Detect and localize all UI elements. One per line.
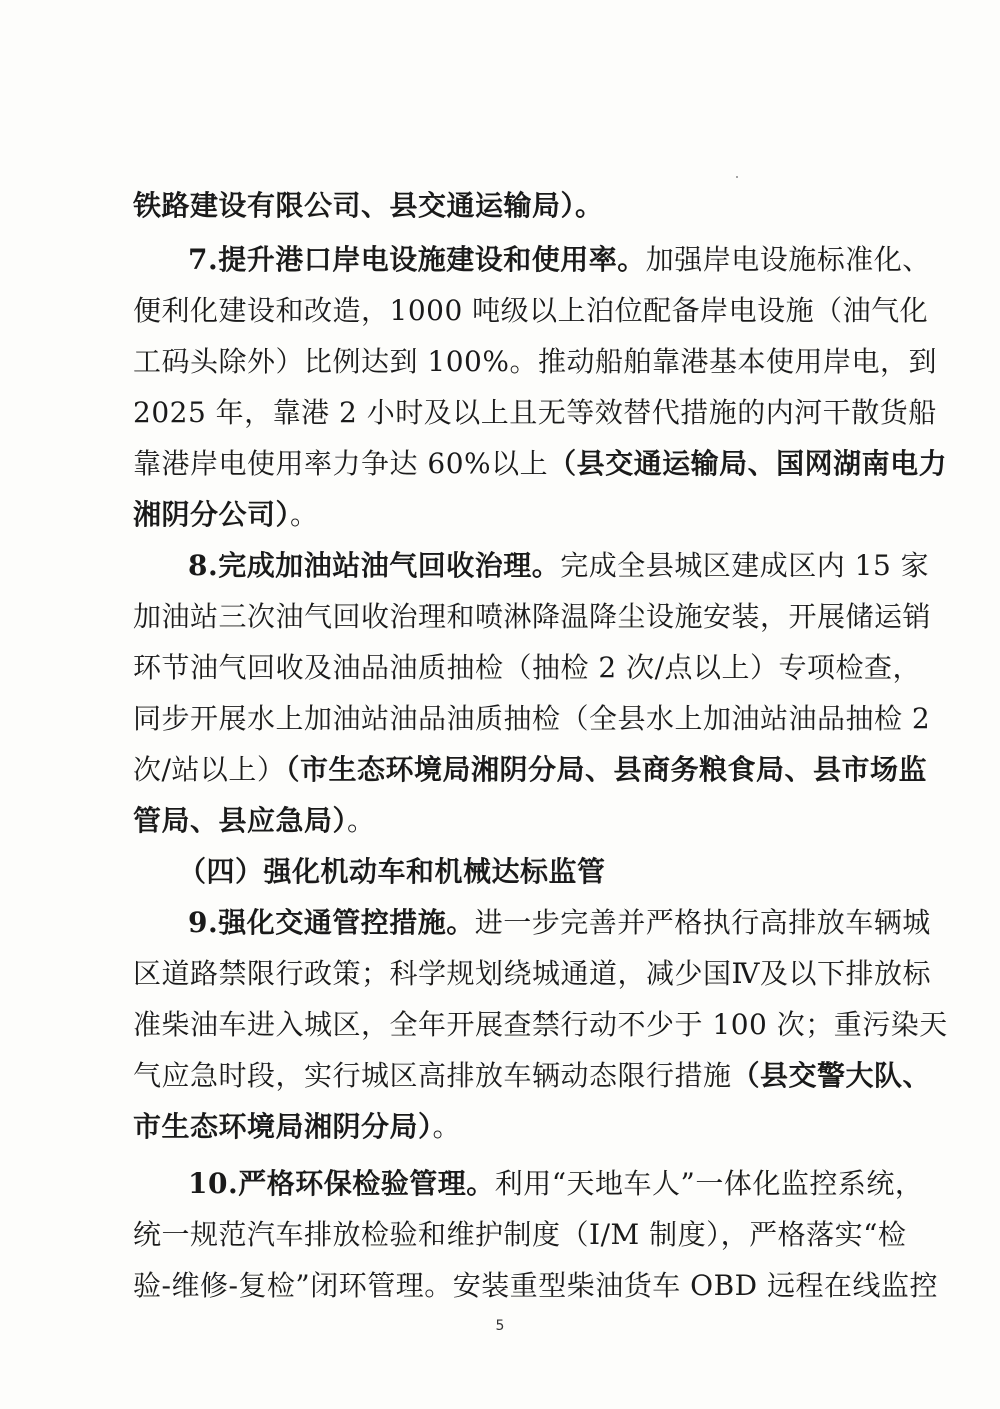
- line-10-part-1: 环节油气回收及油品油质抽检（抽检 2 次/点以上）专项检查，: [133, 651, 922, 684]
- text-line-9: [133, 597, 932, 637]
- item-10-heading: 10.严格环保检验管理。: [188, 1167, 495, 1200]
- line-6-part-2: （县交通运输局、国网湖南电力: [548, 447, 948, 480]
- line-8-part-2: 完成全县城区建成区内 15 家: [560, 549, 930, 582]
- line-13-part-1: 管局、县应急局）: [133, 804, 348, 837]
- text-line-13: [133, 801, 873, 841]
- scan-speck: [736, 176, 738, 178]
- line-22-part-1: 验-维修-复检”闭环管理。安装重型柴油货车 OBD 远程在线监控: [133, 1269, 939, 1302]
- line-4-part-1: 工码头除外）比例达到 100%。推动船舶靠港基本使用岸电，到: [133, 345, 937, 378]
- line-17-part-1: 准柴油车进入城区，全年开展查禁行动不少于 100 次；重污染天: [133, 1008, 948, 1041]
- line-19-part-1: 市生态环境局湘阴分局）: [133, 1110, 433, 1143]
- text-line-18: [133, 1056, 932, 1096]
- text-line-16: [133, 954, 931, 994]
- section-heading-text: （四）强化机动车和机械达标监管: [178, 855, 606, 888]
- line-19-part-2: 。: [432, 1110, 462, 1143]
- text-line-1: [133, 186, 873, 226]
- line-3-part-1: 便利化建设和改造，1000 吨级以上泊位配备岸电设施（油气化: [133, 294, 929, 327]
- line-12-part-2: （市生态环境局湘阴分局、县商务粮食局、县市场监: [285, 753, 927, 786]
- text-line-15: [188, 903, 931, 943]
- text-line-19: [133, 1107, 873, 1147]
- line-6-part-1: 靠港岸电使用率力争达 60%以上: [133, 447, 549, 480]
- text-line-21: [133, 1215, 907, 1255]
- text-line-6: [133, 444, 948, 484]
- line-18-part-2: （县交警大队、: [731, 1059, 932, 1092]
- line-16-part-1: 区道路禁限行政策；科学规划绕城通道，减少国Ⅳ及以下排放标: [133, 957, 931, 990]
- page-number: 5: [495, 1318, 505, 1334]
- line-7-part-1: 湘阴分公司）: [133, 498, 291, 531]
- text-line-4: [133, 342, 937, 382]
- line-15-part-2: 进一步完善并严格执行高排放车辆城: [474, 906, 931, 939]
- text-line-3: [133, 291, 929, 331]
- text-line-17: [133, 1005, 948, 1045]
- text-line-12: [133, 750, 927, 790]
- item-7-heading: 7.提升港口岸电设施建设和使用率。: [188, 243, 646, 276]
- line-7-part-2: 。: [290, 498, 319, 531]
- line-12-part-1: 次/站以上）: [133, 753, 286, 786]
- item-8-heading: 8.完成加油站油气回收治理。: [188, 549, 561, 582]
- text-line-2: [188, 240, 931, 280]
- line-18-part-1: 气应急时段，实行城区高排放车辆动态限行措施: [133, 1059, 732, 1092]
- line-1-part-1: 铁路建设有限公司、县交通运输局）。: [133, 189, 604, 222]
- text-line-5: [133, 393, 937, 433]
- text-line-7: [133, 495, 873, 535]
- text-line-8: [188, 546, 930, 586]
- text-line-11: [133, 699, 931, 739]
- item-9-heading: 9.强化交通管控措施。: [188, 906, 475, 939]
- line-13-part-2: 。: [347, 804, 376, 837]
- line-21-part-1: 统一规范汽车排放检验和维护制度（I/M 制度），严格落实“检: [133, 1218, 907, 1251]
- section-heading-4: [178, 852, 918, 892]
- line-11-part-1: 同步开展水上加油站油品油质抽检（全县水上加油站油品抽检 2: [133, 702, 931, 735]
- line-9-part-1: 加油站三次油气回收治理和喷淋降温降尘设施安装，开展储运销: [133, 600, 932, 633]
- line-20-part-2: 利用“天地车人”一体化监控系统，: [494, 1167, 924, 1200]
- text-line-10: [133, 648, 922, 688]
- line-2-part-2: 加强岸电设施标准化、: [645, 243, 931, 276]
- text-line-22: [133, 1266, 939, 1306]
- line-5-part-1: 2025 年，靠港 2 小时及以上且无等效替代措施的内河干散货船: [133, 396, 937, 429]
- text-line-20: [188, 1164, 924, 1204]
